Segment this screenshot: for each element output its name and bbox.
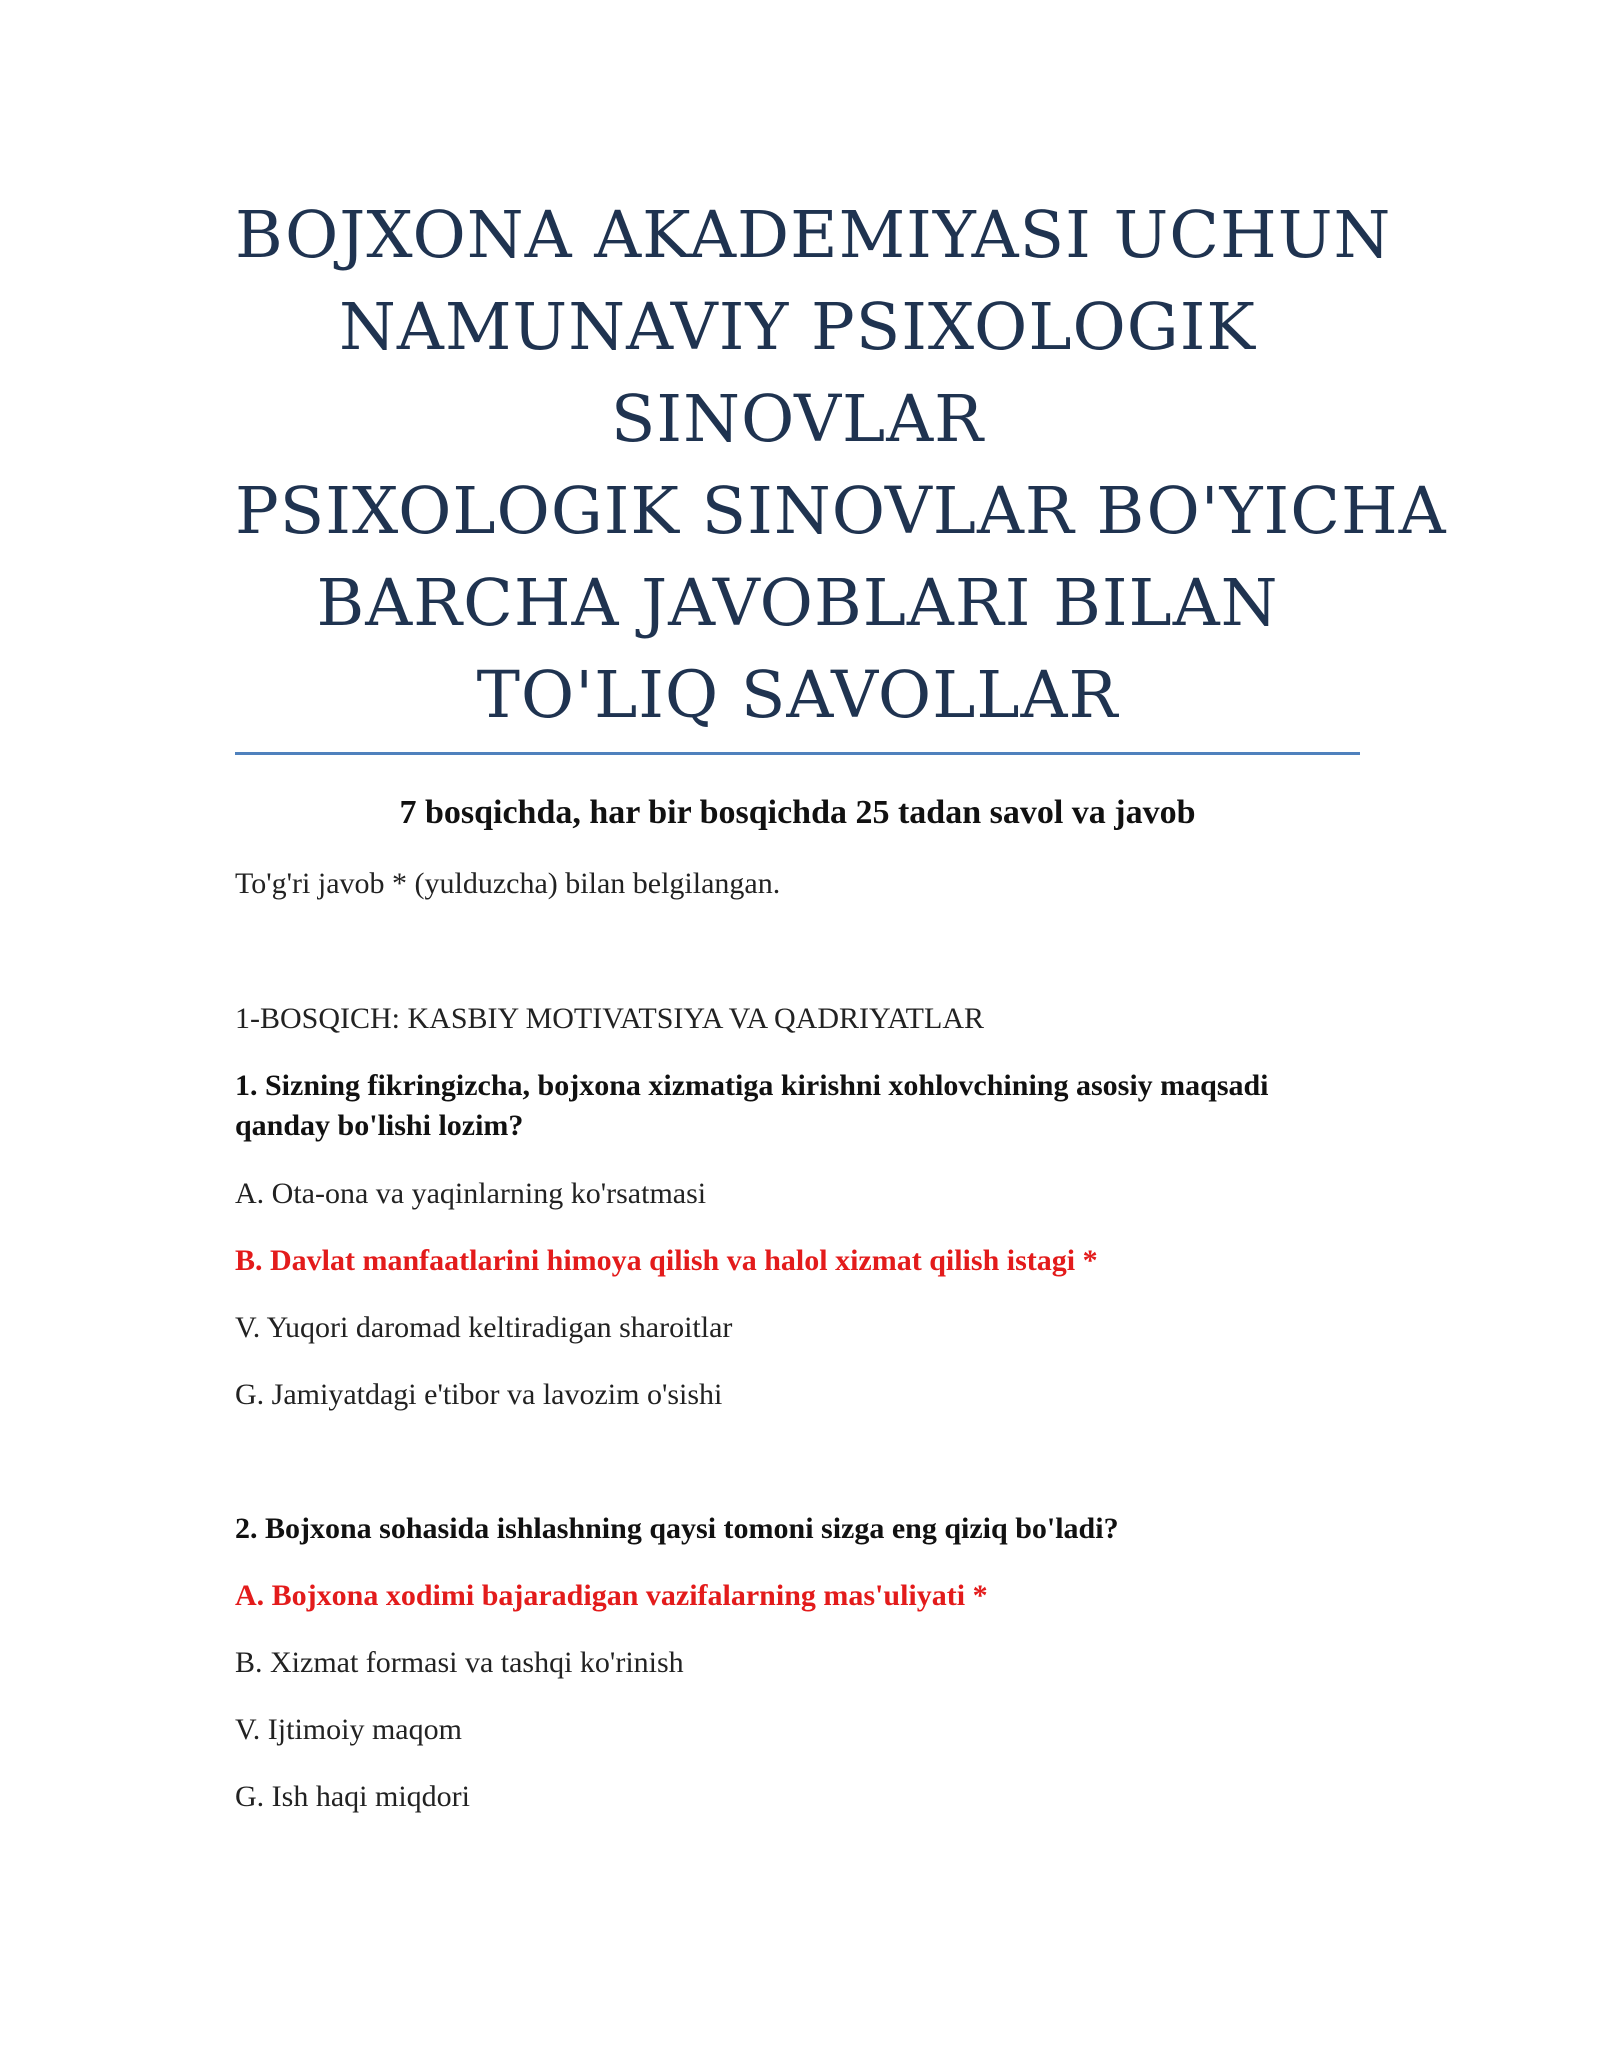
title-divider <box>235 752 1360 755</box>
question-1-option-v: V. Yuqori daromad keltiradigan sharoitlar <box>235 1311 733 1344</box>
title-line: BARCHA JAVOBLARI BILAN <box>316 566 1279 641</box>
question-2-option-b: B. Xizmat formasi va tashqi ko'rinish <box>235 1646 684 1679</box>
question-1-text-line-2: qanday bo'lishi lozim? <box>235 1109 524 1142</box>
question-2-option-g: G. Ish haqi miqdori <box>235 1780 470 1813</box>
section-heading: 1-BOSQICH: KASBIY MOTIVATSIYA VA QADRIYATLAR <box>235 1002 984 1035</box>
question-1-text-line-1: 1. Sizning fikringizcha, bojxona xizmatiga kirishni xohlovchining asosiy maqsadi <box>235 1069 1269 1102</box>
title-line: NAMUNAVIY PSIXOLOGIK <box>339 290 1256 365</box>
question-2-text: 2. Bojxona sohasida ishlashning qaysi tomoni sizga eng qiziq bo'ladi? <box>235 1512 1119 1545</box>
answer-key-note: To'g'ri javob * (yulduzcha) bilan belgilangan. <box>235 867 781 900</box>
question-1-option-a: A. Ota-ona va yaqinlarning ko'rsatmasi <box>235 1177 707 1210</box>
document-subtitle: 7 bosqichda, har bir bosqichda 25 tadan savol va javob <box>399 794 1196 831</box>
question-2-option-a-correct: A. Bojxona xodimi bajaradigan vazifalarning mas'uliyati * <box>235 1579 988 1612</box>
question-2-option-v: V. Ijtimoiy maqom <box>235 1713 462 1746</box>
title-line: TO'LIQ SAVOLLAR <box>476 658 1119 733</box>
title-line: SINOVLAR <box>610 382 985 457</box>
question-1-option-g: G. Jamiyatdagi e'tibor va lavozim o'sishi <box>235 1378 723 1411</box>
question-1-option-b-correct: B. Davlat manfaatlarini himoya qilish va halol xizmat qilish istagi * <box>235 1244 1098 1277</box>
title-line: PSIXOLOGIK SINOVLAR BO'YICHA <box>235 474 1447 549</box>
document-title <box>235 190 1447 742</box>
title-line: BOJXONA AKADEMIYASI UCHUN <box>235 198 1392 273</box>
